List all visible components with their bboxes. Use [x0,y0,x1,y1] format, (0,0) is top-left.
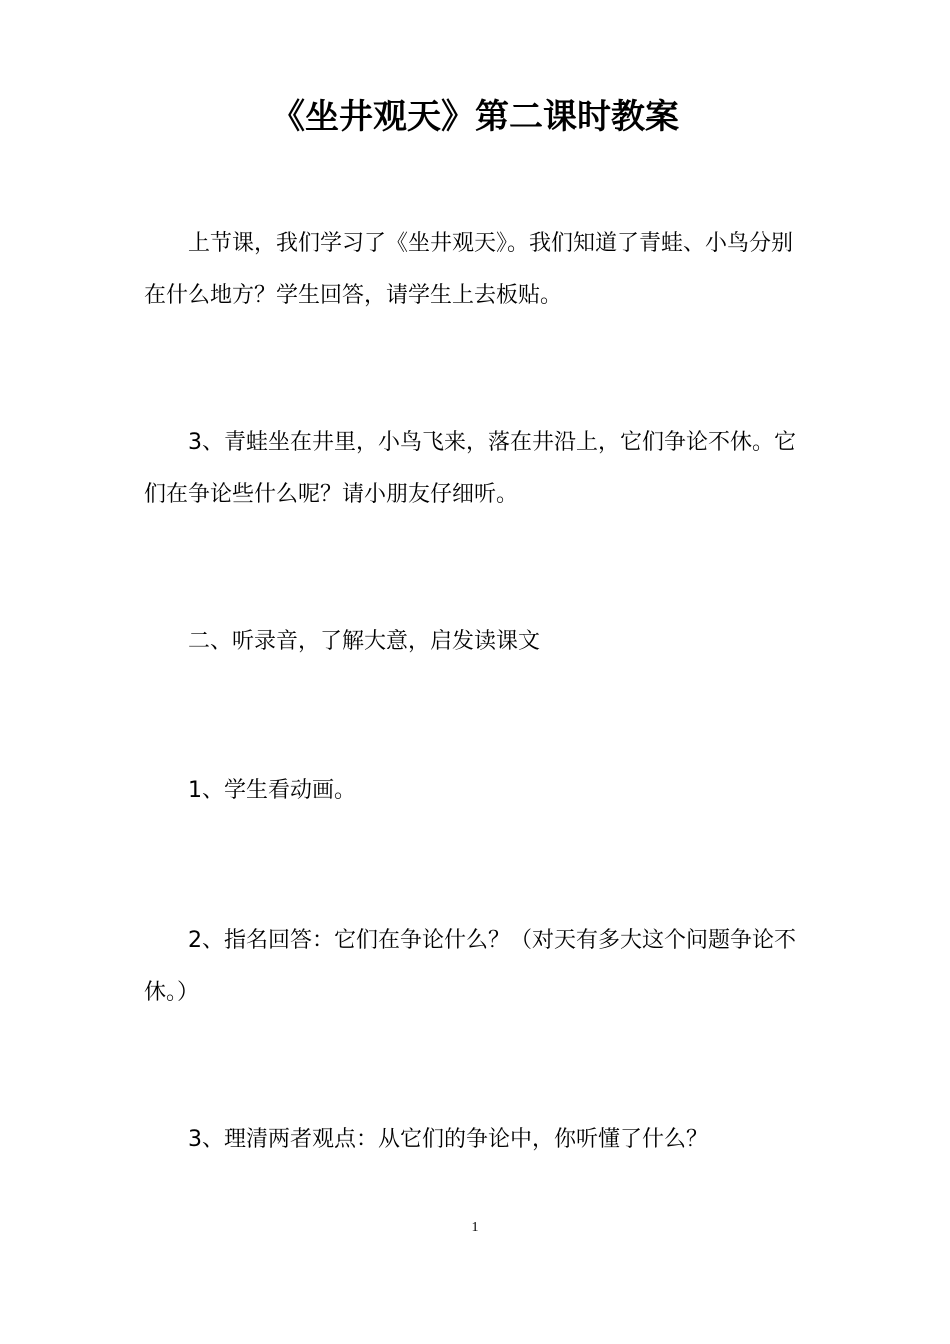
paragraph-step-3-intro: 3、青蛙坐在井里，小鸟飞来，落在井沿上，它们争论不休。它们在争论些什么呢？请小朋友仔细听。 [144,430,796,507]
page-number: 1 [471,1220,479,1235]
document-title: 《坐井观天》第二课时教案 [271,97,679,137]
paragraph-step-1-animation: 1、学生看动画。 [188,778,356,803]
section-heading-listen: 二、听录音，了解大意，启发读课文 [188,629,541,654]
paragraph-review: 上节课，我们学习了《坐井观天》。我们知道了青蛙、小鸟分别在什么地方？学生回答，请学生上去板贴。 [144,231,794,308]
paragraph-step-2-answer: 2、指名回答：它们在争论什么？（对天有多大这个问题争论不休。） [144,928,796,1005]
paragraph-step-3-viewpoints: 3、理清两者观点：从它们的争论中，你听懂了什么？ [188,1127,708,1152]
